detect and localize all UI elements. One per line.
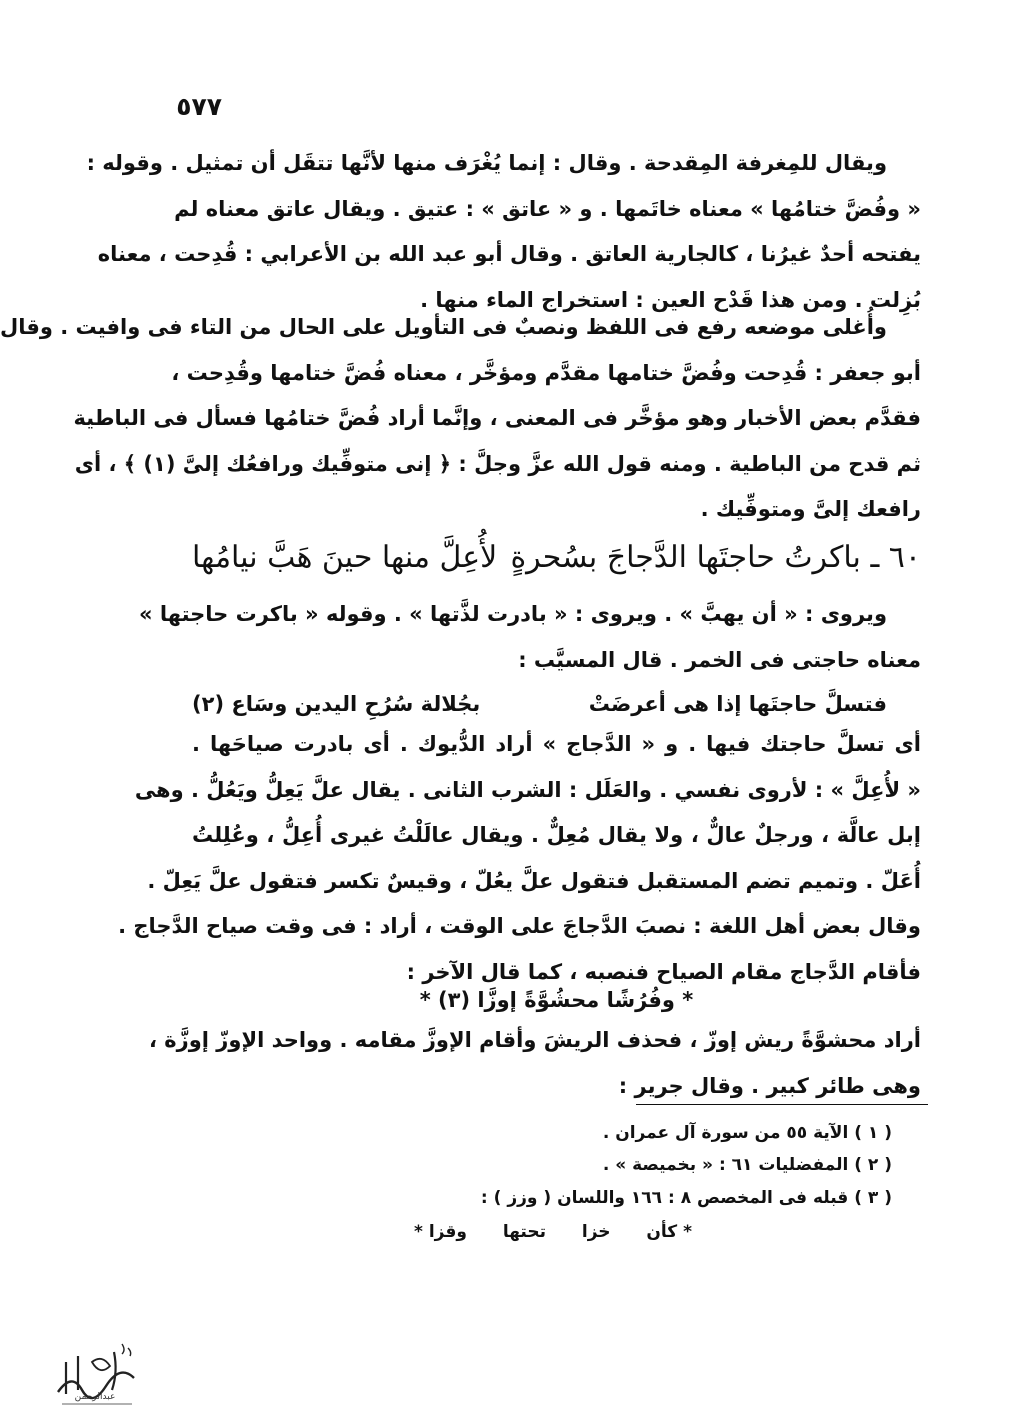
text-line: وهى طائر كبير . وقال جرير :: [618, 1073, 921, 1098]
text-line: أبو جعفر : قُدِحت وفُضَّ ختامها مقدَّم ومؤخَّر ، معناه فُضَّ ختامها وقُدِحت ،: [171, 360, 921, 385]
quoted-hemistich-1: فتسلَّ حاجتَها إذا هى أعرضَتْ: [588, 692, 887, 716]
poem-first-half: [510, 540, 921, 575]
footnote-divider: [636, 1104, 928, 1105]
text-line: فقدَّم بعض الأخبار وهو مؤخَّر فى المعنى ، وإنَّما أراد فُضَّ ختامُها فسأل فى الباطية: [73, 406, 921, 430]
text-line: فأقام الدَّجاج مقام الصياح فنصبه ، كما قال الآخر :: [406, 959, 921, 984]
poem-hemistich-1: باكرتُ حاجتَها الدَّجاجَ بسُحرةٍ: [510, 539, 861, 575]
paragraph-2: [0, 305, 921, 533]
text-line: ويقال للمِغرفة المِقدحة . وقال : إنما يُغْرَف منها لأنَّها تتقَل أن تمثيل . وقوله :: [86, 151, 887, 175]
footnote-verse-word: * كأن: [646, 1222, 692, 1242]
text-line: أى تسلَّ حاجتك فيها . و « الدَّجاج » أراد الدُّيوك . أى بادرت صياحَها .: [192, 732, 921, 756]
text-line: إبل عالَّة ، ورجلٌ عالٌّ ، ولا يقال مُعِلٌّ . ويقال عالَلْتُ غيرى أُعِلُّ ، وعُلِلتُ: [192, 823, 921, 847]
footnote-1: ( ١ ) الآية ٥٥ من سورة آل عمران .: [602, 1123, 892, 1143]
text-line: ويروى : « أن يهبَّ » . ويروى : « بادرت لذَّتها » . وقوله « باكرت حاجتها »: [138, 602, 887, 626]
poem-verse-60: [192, 530, 921, 584]
paragraph-5: [148, 1018, 921, 1109]
centered-verse: * وفُرُشًا محشُوَّةً إوزَّا (٣) *: [419, 988, 694, 1012]
quoted-verse: [192, 684, 921, 724]
text-line: معناه حاجتى فى الخمر . قال المسيَّب :: [518, 647, 921, 672]
text-line: « لأُعِلَّ » : لأروى نفسي . والعَلَل : الشرب الثانى . يقال علَّ يَعِلُّ ويَعُلُّ . وهى: [134, 777, 921, 802]
quoted-hemistich-2: بجُلالة سُرُحِ اليدين وسَاع (٢): [192, 692, 481, 716]
poem-number: ٦٠ ـ: [870, 539, 921, 575]
footnote-verse-word: تحتها: [502, 1222, 546, 1242]
page-number: ٥٧٧: [176, 92, 222, 121]
text-line: يفتحه أحدٌ غيرُنا ، كالجارية العاتق . وقال أبو عبد الله بن الأعرابي : قُدِحت ، معناه: [97, 242, 921, 266]
text-line: بُزِلت . ومن هذا قَدْح العين : استخراج الماء منها .: [420, 287, 921, 312]
text-line: رافعك إلىَّ ومتوفِّيك .: [700, 497, 921, 521]
footnote-2: ( ٢ ) المفضليات ٦١ : « بخميصة » .: [602, 1155, 892, 1175]
text-line: أُعَلّ . وتميم تضم المستقبل فتقول علَّ يعُلّ ، وقيسٌ تكسر فتقول علَّ يَعِلّ .: [147, 868, 921, 893]
footnote-3: ( ٣ ) قبله فى المخصص ٨ : ١٦٦ واللسان ( وزز ) :: [480, 1188, 892, 1208]
library-stamp-subtext: عبدالرحمن: [74, 1392, 116, 1402]
paragraph-4: [118, 722, 921, 995]
text-line: وأُغلى موضعه رفع فى اللفظ ونصبٌ فى التأويل على الحال من التاء فى وافيت . وقال: [0, 315, 887, 339]
text-line: « وفُضَّ ختامُها » معناه خاتَمها . و « عاتق » : عتيق . ويقال عاتق معناه لم: [174, 196, 921, 221]
text-line: وقال بعض أهل اللغة : نصبَ الدَّجاجَ على الوقت ، أراد : فى وقت صياح الدَّجاج .: [118, 914, 921, 938]
paragraph-1: [86, 141, 921, 323]
footnote-verse-word: خزا: [581, 1222, 611, 1242]
paragraph-3: [138, 592, 921, 683]
poem-hemistich-2: لأُعِلَّ منها حينَ هَبَّ نيامُها: [192, 539, 498, 575]
text-line: أراد محشوَّةً ريش إوزّ ، فحذف الريشَ وأقام الإوزَّ مقامه . وواحد الإوزّ إوزَّة ،: [148, 1028, 921, 1052]
footnote-verse: [414, 1215, 692, 1249]
footnote-verse-word: وقزا *: [414, 1222, 467, 1242]
text-line: ثم قدح من الباطية . ومنه قول الله عزَّ وجلَّ : ﴿ إنى متوفِّيك ورافعُك إلىَّ (١) ﴾ ، أى: [74, 451, 921, 476]
